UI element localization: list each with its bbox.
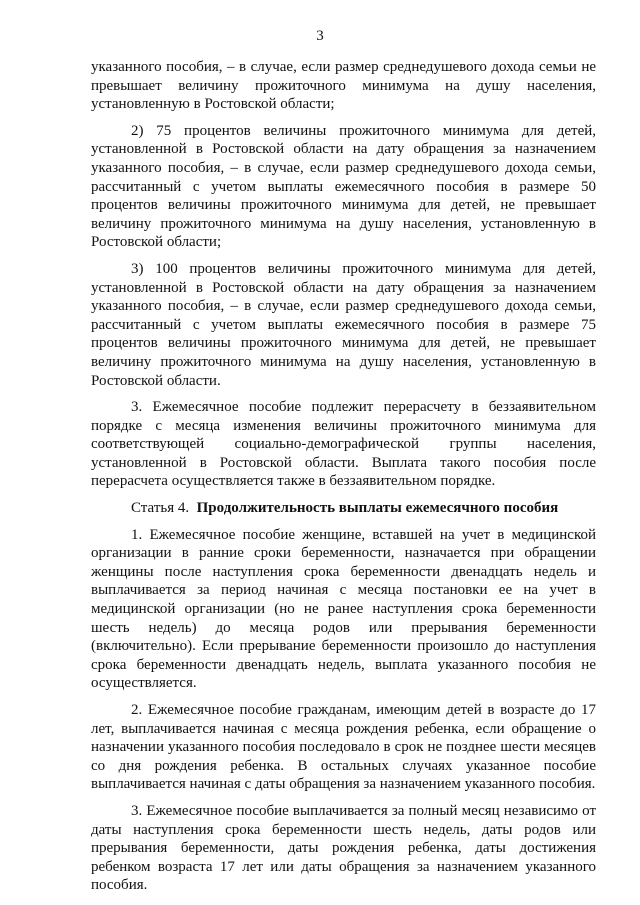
paragraph-item-2: 2) 75 процентов величины прожиточного минимума для детей, установленной в Ростовской области на дату обращения за назначением указанного пособия, – в случае, если размер среднедушевого дохода семьи, рассчитанный с учетом выплаты ежемесячного пособия в размере 50 процентов величины прожиточного минимума для детей, не превышает величину прожиточного минимума на душу населения, установленную в Ростовской области; [91, 122, 596, 251]
article-paragraph-2: 2. Ежемесячное пособие гражданам, имеющим детей в возрасте до 17 лет, выплачивается начиная с месяца рождения ребенка, если обращение о назначении указанного пособия последовало в срок не позднее шести месяцев со дня рождения ребенка. В остальных случаях указанное пособие выплачивается начиная с даты обращения за назначением указанного пособия. [91, 702, 596, 793]
document-body [91, 58, 596, 903]
article-heading [91, 499, 596, 518]
paragraph-item-3: 3) 100 процентов величины прожиточного минимума для детей, установленной в Ростовской области на дату обращения за назначением указанного пособия, – в случае, если размер среднедушевого дохода семьи, рассчитанный с учетом выплаты ежемесячного пособия в размере 75 процентов величины прожиточного минимума для детей, не превышает величину прожиточного минимума на душу населения, установленную в Ростовской области. [91, 260, 596, 389]
paragraph-recalculation: 3. Ежемесячное пособие подлежит перерасчету в беззаявительном порядке с месяца изменения величины прожиточного минимума для соответствующей социально-демографической группы населения, установленной в Ростовской области. Выплата такого пособия после перерасчета осуществляется также в беззаявительном порядке. [91, 399, 596, 490]
article-title: Продолжительность выплаты ежемесячного пособия [196, 500, 559, 517]
article-paragraph-3: 3. Ежемесячное пособие выплачивается за полный месяц независимо от даты наступления срока беременности шесть недель, даты родов или прерывания беременности, даты рождения ребенка, даты достижения ребенком возраста 17 лет или даты обращения за назначением указанного пособия. [91, 802, 596, 894]
paragraph-continuation: указанного пособия, – в случае, если размер среднедушевого дохода семьи не превышает величину прожиточного минимума на душу населения, установленную в Ростовской области; [91, 59, 596, 113]
page-number: 3 [316, 28, 324, 44]
article-label: Статья 4. [131, 500, 190, 517]
article-paragraph-1: 1. Ежемесячное пособие женщине, вставшей на учет в медицинской организации в ранние сроки беременности, назначается при обращении женщины после наступления срока беременности двенадцать недель и выплачивается за период начиная с месяца постановки ее на учет в медицинской организации (но не ранее наступления срока беременности шесть недель) до месяца родов или прерывания беременности (включительно). Если прерывание беременности произошло до наступления срока беременности двенадцать недель, выплата указанного пособия не осуществляется. [91, 526, 596, 692]
